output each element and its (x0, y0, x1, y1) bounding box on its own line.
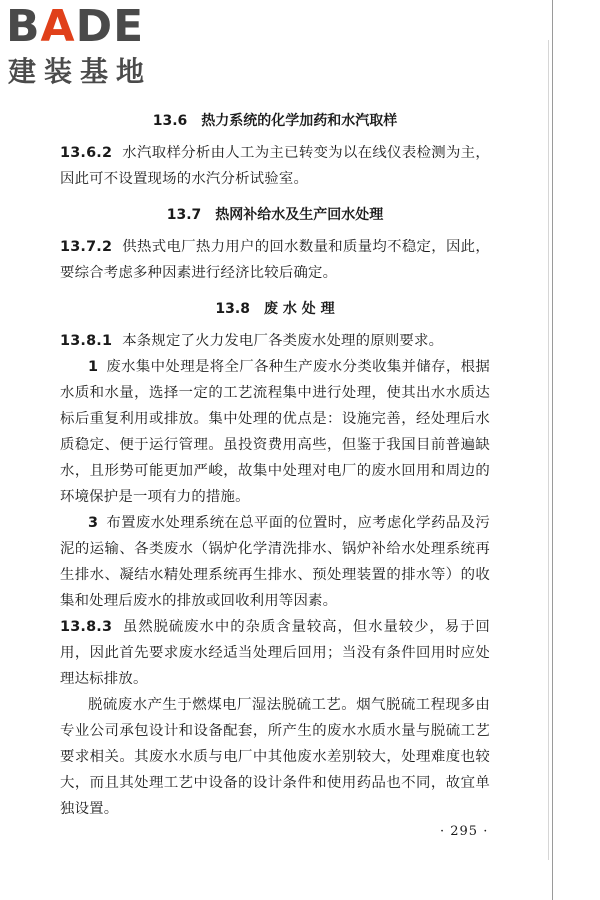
clause-text: 虽然脱硫废水中的杂质含量较高，但水量较少，易于回用，因此首先要求废水经适当处理后回用；当没有条件回用时应处理达标排放。 (60, 619, 490, 687)
section-title-13-6: 13.6 热力系统的化学加药和水汽取样 (152, 113, 398, 129)
page-edge-shadow (548, 40, 549, 860)
item-number: 3 (88, 515, 99, 531)
page-number: · 295 · (440, 824, 489, 839)
watermark-logo (6, 2, 181, 92)
clause-13-8-3 (60, 614, 490, 692)
paragraph-desulfurization: 脱硫废水产生于燃煤电厂湿法脱硫工艺。烟气脱硫工程现多由专业公司承包设计和设备配套，所产生的废水水质水量与脱硫工艺要求相关。其废水水质与电厂中其他废水差别较大，处理难度也较大，而且其处理工艺中设备的设计条件和使用药品也不同，故宜单独设置。 (60, 697, 490, 817)
logo-text-sub: 建装基地 (8, 55, 153, 88)
document-body (60, 108, 490, 822)
clause-text: 供热式电厂热力用户的回水数量和质量均不稳定，因此，要综合考虑多种因素进行经济比较后确定。 (60, 239, 490, 281)
clause-13-8-1-item-1 (60, 354, 490, 510)
item-text: 废水集中处理是将全厂各种生产废水分类收集并储存，根据水质和水量，选择一定的工艺流程集中进行处理，使其出水水质达标后重复利用或排放。集中处理的优点是：设施完善，经处理后水质稳定、便于运行管理。虽投资费用高些，但鉴于我国目前普遍缺水，且形势可能更加严峻，故集中处理对电厂的废水回用和周边的环境保护是一项有力的措施。 (60, 359, 490, 505)
clause-13-8-1 (60, 328, 490, 354)
clause-13-6-2 (60, 140, 490, 192)
clause-13-7-2 (60, 234, 490, 286)
section-title-13-8: 13.8 废 水 处 理 (215, 301, 335, 317)
clause-number: 13.8.1 (60, 333, 113, 349)
item-number: 1 (88, 359, 99, 375)
clause-number: 13.7.2 (60, 239, 113, 255)
clause-text: 本条规定了火力发电厂各类废水处理的原则要求。 (122, 333, 444, 349)
section-title-13-7: 13.7 热网补给水及生产回水处理 (166, 207, 384, 223)
logo-text-main: BADE (6, 1, 145, 52)
clause-number: 13.8.3 (60, 619, 113, 635)
clause-13-8-1-item-3 (60, 510, 490, 614)
item-text: 布置废水处理系统在总平面的位置时，应考虑化学药品及污泥的运输、各类废水（锅炉化学清洗排水、锅炉补给水处理系统再生排水、凝结水精处理系统再生排水、预处理装置的排水等）的收集和处理后废水的排放或回收利用等因素。 (60, 515, 490, 609)
clause-number: 13.6.2 (60, 145, 113, 161)
clause-text: 水汽取样分析由人工为主已转变为以在线仪表检测为主，因此可不设置现场的水汽分析试验室。 (60, 145, 490, 187)
page-edge-line (552, 0, 553, 900)
